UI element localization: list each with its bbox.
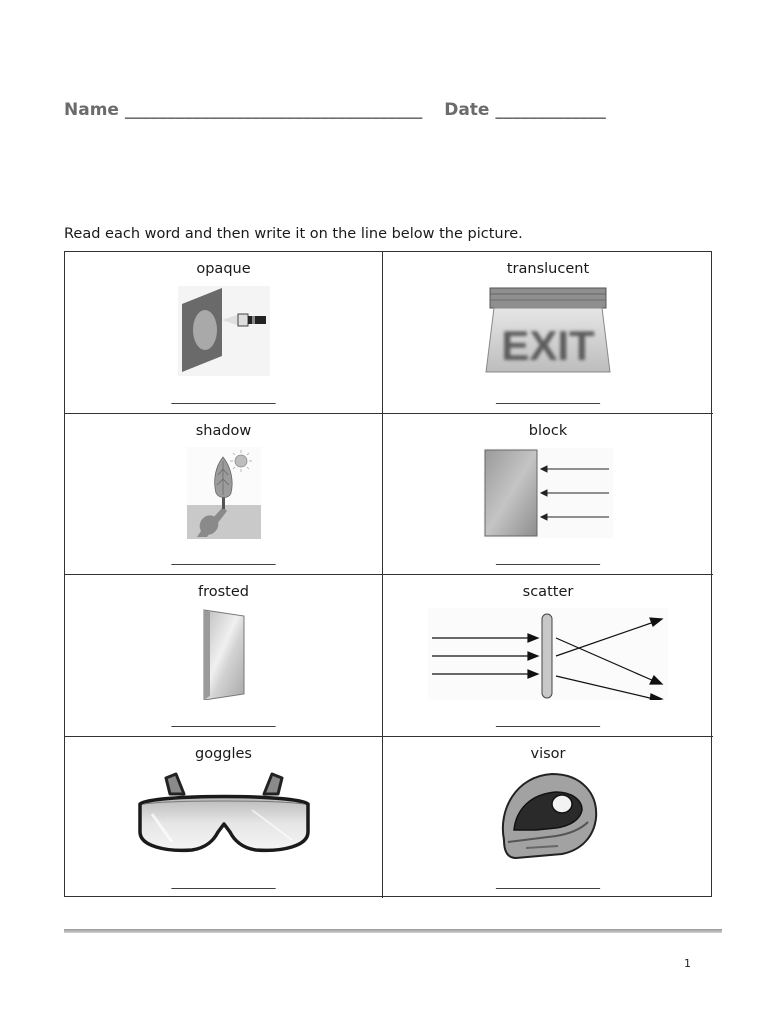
answer-line[interactable]: ________________ (171, 712, 276, 728)
name-date-line (64, 100, 606, 120)
answer-line[interactable]: ________________ (171, 551, 276, 566)
cell-opaque (65, 252, 383, 414)
flashlight-on-opaque-screen-icon (178, 286, 270, 376)
word-label: opaque (196, 261, 251, 277)
footer-divider (64, 929, 722, 933)
word-label: shadow (195, 422, 252, 439)
word-label: frosted (198, 584, 249, 600)
answer-line[interactable]: ________________ (496, 389, 600, 405)
answer-line[interactable]: ________________ (496, 551, 600, 566)
safety-goggles-icon (132, 770, 316, 862)
cell-translucent (383, 252, 713, 414)
name-blank[interactable]: ___________________________________ (124, 100, 423, 120)
answer-line[interactable]: ________________ (496, 712, 600, 728)
answer-line[interactable]: ________________ (496, 875, 600, 890)
answer-line[interactable]: ________________ (171, 389, 276, 405)
word-label: goggles (195, 745, 252, 762)
date-blank[interactable]: _____________ (495, 100, 606, 120)
cell-goggles (65, 737, 383, 899)
word-picture-table (64, 251, 712, 897)
cell-frosted (65, 575, 383, 737)
exit-sign-text: EXIT (501, 322, 595, 369)
cell-shadow (65, 414, 383, 576)
cell-visor (383, 737, 713, 899)
word-label: visor (530, 745, 566, 762)
page-number: 1 (684, 957, 691, 970)
instructions: Read each word and then write it on the line below the picture. (64, 226, 523, 242)
frosted-glass-pane-icon (196, 608, 252, 700)
name-label: Name (64, 100, 119, 120)
helmet-with-visor-icon (496, 770, 600, 862)
cell-block (383, 414, 713, 576)
word-label: block (528, 422, 568, 439)
date-label: Date (444, 100, 490, 120)
light-arrows-blocked-by-panel-icon (483, 448, 613, 538)
tree-shadow-sun-icon (187, 447, 261, 539)
light-rays-scattering-icon (428, 608, 668, 700)
word-label: translucent (506, 261, 590, 277)
answer-line[interactable]: ________________ (171, 875, 276, 890)
cell-scatter (383, 575, 713, 737)
word-label: scatter (522, 584, 574, 600)
blurred-exit-sign-icon (480, 286, 616, 376)
